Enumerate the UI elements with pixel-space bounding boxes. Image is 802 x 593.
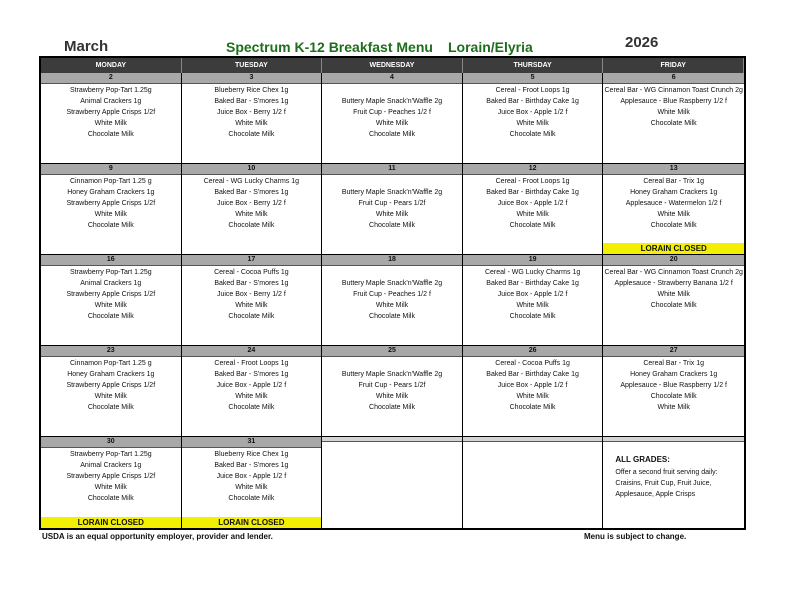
menu-item: Strawberry Apple Crisps 1/2f bbox=[66, 291, 156, 298]
menu-item: Chocolate Milk bbox=[369, 313, 415, 320]
menu-items bbox=[322, 266, 462, 322]
weekday-header: THURSDAY bbox=[463, 58, 604, 73]
menu-item: Chocolate Milk bbox=[369, 222, 415, 229]
closed-banner: LORAIN CLOSED bbox=[41, 517, 181, 528]
menu-item: White Milk bbox=[516, 120, 549, 127]
menu-items bbox=[322, 357, 462, 413]
day-number: 30 bbox=[41, 437, 181, 448]
menu-item bbox=[322, 176, 462, 187]
closed-banner: LORAIN CLOSED bbox=[603, 243, 744, 254]
menu-items bbox=[603, 175, 744, 231]
menu-item: Chocolate Milk bbox=[87, 404, 134, 411]
day-cell bbox=[41, 164, 182, 255]
menu-item: Animal Crackers 1g bbox=[80, 462, 142, 469]
menu-item: Cinnamon Pop-Tart 1.25 g bbox=[69, 360, 152, 367]
menu-item: Chocolate Milk bbox=[228, 404, 275, 411]
menu-item: Honey Graham Crackers 1g bbox=[67, 189, 155, 196]
menu-item: Baked Bar - Birthday Cake 1g bbox=[486, 280, 579, 287]
weekday-header: MONDAY bbox=[41, 58, 182, 73]
menu-item: Fruit Cup - Peaches 1/2 f bbox=[353, 109, 431, 116]
menu-items bbox=[41, 357, 181, 413]
menu-item bbox=[322, 267, 462, 278]
menu-item: White Milk bbox=[235, 302, 268, 309]
menu-items bbox=[463, 357, 603, 413]
day-cell bbox=[463, 164, 604, 255]
menu-item: Blueberry Rice Chex 1g bbox=[214, 87, 289, 94]
menu-item: Juice Box - Apple 1/2 f bbox=[497, 382, 568, 389]
menu-item: White Milk bbox=[375, 211, 409, 218]
menu-item: White Milk bbox=[657, 211, 690, 218]
menu-item: Chocolate Milk bbox=[87, 222, 134, 229]
menu-item: Baked Bar - S'mores 1g bbox=[214, 371, 289, 378]
menu-item: Baked Bar - Birthday Cake 1g bbox=[486, 371, 579, 378]
fruit-note bbox=[603, 443, 744, 500]
menu-item: Chocolate Milk bbox=[87, 495, 134, 502]
year-title: 2026 bbox=[625, 34, 659, 51]
usda-notice: USDA is an equal opportunity employer, provider and lender. bbox=[42, 532, 273, 541]
note-line: Applesauce, Apple Crisps bbox=[615, 491, 696, 498]
day-number: 13 bbox=[603, 164, 744, 175]
day-cell bbox=[182, 255, 323, 346]
menu-item: Buttery Maple Snack'n'Waffle 2g bbox=[341, 189, 443, 196]
menu-item: Cereal Bar - WG Cinnamon Toast Crunch 2g bbox=[604, 269, 743, 276]
menu-item: Cereal - Froot Loops 1g bbox=[495, 178, 570, 185]
menu-item: Buttery Maple Snack'n'Waffle 2g bbox=[341, 98, 443, 105]
day-cell bbox=[41, 73, 182, 164]
day-cell bbox=[182, 73, 323, 164]
menu-item: Juice Box - Berry 1/2 f bbox=[216, 200, 286, 207]
menu-item: Chocolate Milk bbox=[650, 222, 697, 229]
day-number: 3 bbox=[182, 73, 322, 84]
menu-item: Chocolate Milk bbox=[509, 404, 556, 411]
menu-item: Blueberry Rice Chex 1g bbox=[214, 451, 289, 458]
day-cell bbox=[322, 346, 463, 437]
menu-item: Cereal Bar - Trix 1g bbox=[643, 360, 705, 367]
menu-item: White Milk bbox=[94, 211, 127, 218]
menu-item: Chocolate Milk bbox=[650, 120, 697, 127]
day-cell bbox=[603, 164, 744, 255]
note-line: Craisins, Fruit Cup, Fruit Juice, bbox=[615, 480, 712, 487]
menu-item: Cinnamon Pop-Tart 1.25 g bbox=[69, 178, 152, 185]
menu-items bbox=[322, 442, 462, 443]
day-number: 10 bbox=[182, 164, 322, 175]
menu-items bbox=[603, 266, 744, 311]
menu-change-notice: Menu is subject to change. bbox=[584, 532, 687, 541]
menu-item: Chocolate Milk bbox=[369, 131, 415, 138]
day-cell bbox=[322, 73, 463, 164]
day-number: 26 bbox=[463, 346, 603, 357]
menu-item: Strawberry Apple Crisps 1/2f bbox=[66, 200, 156, 207]
menu-item: Chocolate Milk bbox=[228, 313, 275, 320]
menu-item: Honey Graham Crackers 1g bbox=[630, 371, 718, 378]
menu-item: White Milk bbox=[657, 291, 690, 298]
weekday-header: TUESDAY bbox=[182, 58, 323, 73]
menu-item: White Milk bbox=[235, 120, 268, 127]
menu-item: Cereal - WG Lucky Charms 1g bbox=[203, 178, 300, 185]
weekday-header: FRIDAY bbox=[603, 58, 744, 73]
day-cell bbox=[41, 346, 182, 437]
menu-item: White Milk bbox=[516, 302, 549, 309]
day-number: 25 bbox=[322, 346, 462, 357]
menu-item: White Milk bbox=[657, 109, 690, 116]
day-cell bbox=[463, 73, 604, 164]
menu-items bbox=[463, 266, 603, 322]
day-number: 11 bbox=[322, 164, 462, 175]
day-cell bbox=[603, 73, 744, 164]
day-number: 19 bbox=[463, 255, 603, 266]
closed-banner: LORAIN CLOSED bbox=[182, 517, 322, 528]
day-cell bbox=[41, 437, 182, 528]
menu-item: Cereal Bar - WG Cinnamon Toast Crunch 2g bbox=[604, 87, 743, 94]
day-cell bbox=[41, 255, 182, 346]
day-number: 9 bbox=[41, 164, 181, 175]
menu-item: White Milk bbox=[235, 211, 268, 218]
day-number: 4 bbox=[322, 73, 462, 84]
day-number: 16 bbox=[41, 255, 181, 266]
menu-item: Baked Bar - S'mores 1g bbox=[214, 98, 289, 105]
menu-items bbox=[182, 448, 322, 504]
day-cell bbox=[182, 164, 323, 255]
menu-item: Baked Bar - S'mores 1g bbox=[214, 280, 289, 287]
menu-item: White Milk bbox=[516, 393, 549, 400]
menu-items bbox=[463, 175, 603, 231]
day-number: 31 bbox=[182, 437, 322, 448]
menu-items bbox=[603, 357, 744, 413]
menu-item: Strawberry Apple Crisps 1/2f bbox=[66, 473, 156, 480]
day-cell bbox=[603, 437, 744, 528]
menu-item: Chocolate Milk bbox=[228, 495, 275, 502]
menu-item: White Milk bbox=[375, 120, 409, 127]
menu-item: Applesauce - Blue Raspberry 1/2 f bbox=[620, 98, 727, 105]
menu-item: Chocolate Milk bbox=[228, 131, 275, 138]
day-number: 6 bbox=[603, 73, 744, 84]
menu-items bbox=[182, 266, 322, 322]
day-cell bbox=[182, 346, 323, 437]
menu-item: Strawberry Pop-Tart 1.25g bbox=[69, 451, 152, 458]
day-cell bbox=[463, 346, 604, 437]
menu-item bbox=[322, 85, 462, 96]
menu-item: Chocolate Milk bbox=[369, 404, 415, 411]
menu-items bbox=[463, 442, 603, 443]
menu-items bbox=[322, 84, 462, 140]
menu-item: Cereal - Froot Loops 1g bbox=[214, 360, 289, 367]
menu-items bbox=[41, 266, 181, 322]
menu-items bbox=[41, 84, 181, 140]
menu-item: Cereal - Froot Loops 1g bbox=[495, 87, 570, 94]
menu-title: Spectrum K-12 Breakfast Menu bbox=[226, 39, 433, 55]
menu-item: Baked Bar - Birthday Cake 1g bbox=[486, 98, 579, 105]
menu-items bbox=[463, 84, 603, 140]
note-line: Offer a second fruit serving daily: bbox=[615, 469, 718, 476]
menu-item: Strawberry Apple Crisps 1/2f bbox=[66, 382, 156, 389]
menu-item: White Milk bbox=[235, 484, 268, 491]
menu-item: Cereal - WG Lucky Charms 1g bbox=[484, 269, 581, 276]
menu-item: Chocolate Milk bbox=[509, 222, 556, 229]
day-cell bbox=[322, 164, 463, 255]
menu-item: White Milk bbox=[235, 393, 268, 400]
menu-item: Chocolate Milk bbox=[509, 131, 556, 138]
menu-item: White Milk bbox=[94, 302, 127, 309]
menu-item: Juice Box - Apple 1/2 f bbox=[497, 200, 568, 207]
weekday-header: WEDNESDAY bbox=[322, 58, 463, 73]
day-cell bbox=[322, 255, 463, 346]
day-cell bbox=[182, 437, 323, 528]
day-number: 5 bbox=[463, 73, 603, 84]
menu-item: Baked Bar - S'mores 1g bbox=[214, 462, 289, 469]
day-cell bbox=[463, 437, 604, 528]
menu-item: Juice Box - Apple 1/2 f bbox=[216, 473, 287, 480]
day-cell bbox=[322, 437, 463, 528]
day-number: 27 bbox=[603, 346, 744, 357]
menu-item: Cereal Bar - Trix 1g bbox=[643, 178, 705, 185]
menu-item: Juice Box - Berry 1/2 f bbox=[216, 291, 286, 298]
menu-items bbox=[182, 84, 322, 140]
menu-items bbox=[182, 175, 322, 231]
menu-item: Juice Box - Apple 1/2 f bbox=[497, 109, 568, 116]
day-number: 23 bbox=[41, 346, 181, 357]
menu-items bbox=[41, 448, 181, 504]
menu-item: Chocolate Milk bbox=[650, 302, 697, 309]
menu-item: Buttery Maple Snack'n'Waffle 2g bbox=[341, 371, 443, 378]
menu-items bbox=[41, 175, 181, 231]
menu-item: Chocolate Milk bbox=[509, 313, 556, 320]
menu-item: White Milk bbox=[94, 393, 127, 400]
menu-item: White Milk bbox=[94, 120, 127, 127]
menu-item: White Milk bbox=[516, 211, 549, 218]
menu-item: Animal Crackers 1g bbox=[80, 280, 142, 287]
menu-item: Chocolate Milk bbox=[650, 393, 697, 400]
menu-item: Strawberry Pop-Tart 1.25g bbox=[69, 269, 152, 276]
location-title: Lorain/Elyria bbox=[448, 39, 533, 55]
menu-item: Applesauce - Blue Raspberry 1/2 f bbox=[620, 382, 727, 389]
menu-item: White Milk bbox=[94, 484, 127, 491]
menu-item: Fruit Cup - Pears 1/2f bbox=[358, 382, 426, 389]
menu-item: White Milk bbox=[375, 393, 409, 400]
menu-items bbox=[322, 175, 462, 231]
day-number: 24 bbox=[182, 346, 322, 357]
menu-item: Strawberry Pop-Tart 1.25g bbox=[69, 87, 152, 94]
menu-item: Juice Box - Apple 1/2 f bbox=[497, 291, 568, 298]
menu-item: Chocolate Milk bbox=[228, 222, 275, 229]
menu-item: Chocolate Milk bbox=[87, 131, 134, 138]
menu-item: Animal Crackers 1g bbox=[80, 98, 142, 105]
menu-item: Applesauce - Watermelon 1/2 f bbox=[625, 200, 722, 207]
menu-item: Buttery Maple Snack'n'Waffle 2g bbox=[341, 280, 443, 287]
menu-item: Fruit Cup - Pears 1/2f bbox=[358, 200, 426, 207]
menu-item: Cereal - Cocoa Puffs 1g bbox=[495, 360, 570, 367]
day-number: 18 bbox=[322, 255, 462, 266]
menu-item: Juice Box - Berry 1/2 f bbox=[216, 109, 286, 116]
day-cell bbox=[603, 346, 744, 437]
menu-item bbox=[322, 358, 462, 369]
menu-item: Baked Bar - S'mores 1g bbox=[214, 189, 289, 196]
menu-calendar bbox=[39, 56, 746, 530]
menu-item: Juice Box - Apple 1/2 f bbox=[216, 382, 287, 389]
menu-items bbox=[182, 357, 322, 413]
month-title: March bbox=[64, 38, 109, 55]
menu-item: Baked Bar - Birthday Cake 1g bbox=[486, 189, 579, 196]
menu-item: Cereal - Cocoa Puffs 1g bbox=[214, 269, 289, 276]
day-cell bbox=[463, 255, 604, 346]
note-title: ALL GRADES: bbox=[615, 455, 670, 464]
day-cell bbox=[603, 255, 744, 346]
day-number: 12 bbox=[463, 164, 603, 175]
day-number: 20 bbox=[603, 255, 744, 266]
menu-item: White Milk bbox=[657, 404, 690, 411]
menu-item: Honey Graham Crackers 1g bbox=[630, 189, 718, 196]
day-number: 2 bbox=[41, 73, 181, 84]
menu-item: Chocolate Milk bbox=[87, 313, 134, 320]
menu-item: Honey Graham Crackers 1g bbox=[67, 371, 155, 378]
menu-item: Fruit Cup - Peaches 1/2 f bbox=[353, 291, 431, 298]
menu-item: White Milk bbox=[375, 302, 409, 309]
day-number: 17 bbox=[182, 255, 322, 266]
menu-item: Strawberry Apple Crisps 1/2f bbox=[66, 109, 156, 116]
menu-items bbox=[603, 84, 744, 129]
menu-item: Applesauce - Strawberry Banana 1/2 f bbox=[614, 280, 733, 287]
